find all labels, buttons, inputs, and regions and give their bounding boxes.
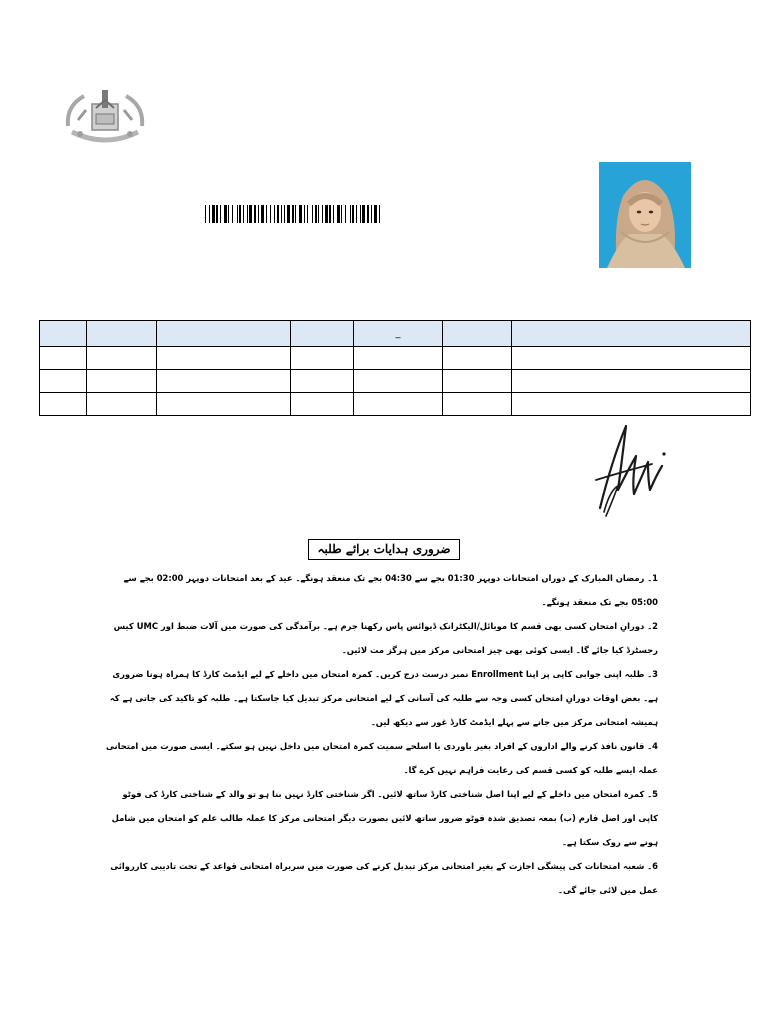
table-cell bbox=[291, 393, 354, 416]
table-header-cell bbox=[291, 321, 354, 347]
table-row bbox=[40, 370, 751, 393]
table-header-row bbox=[40, 321, 751, 347]
table-cell bbox=[157, 393, 291, 416]
table-cell bbox=[87, 370, 157, 393]
table-cell bbox=[40, 347, 87, 370]
table-cell bbox=[40, 393, 87, 416]
table-header-cell bbox=[512, 321, 751, 347]
table-cell bbox=[40, 370, 87, 393]
barcode bbox=[205, 205, 385, 223]
table-cell bbox=[443, 370, 512, 393]
table-cell bbox=[354, 393, 443, 416]
table-cell bbox=[291, 347, 354, 370]
table-header-cell bbox=[443, 321, 512, 347]
table-header-cell: _ bbox=[354, 321, 443, 347]
instructions-heading-wrap bbox=[0, 538, 768, 560]
table-header-cell bbox=[40, 321, 87, 347]
table-cell bbox=[354, 370, 443, 393]
table-cell bbox=[87, 393, 157, 416]
instructions-heading: ضروری ہدایات برائے طلبہ bbox=[308, 539, 459, 560]
table-cell bbox=[354, 347, 443, 370]
instruction-item: 3۔ طلبہ اپنی جوابی کاپی پر اپنا Enrollment نمبر درست درج کریں۔ کمرہ امتحان میں داخلے کے لیے ایڈمٹ کارڈ کا ہمراہ ہونا ضروری ہے۔ بعض اوقات دورانِ امتحان کسی وجہ سے طلبہ کی آسانی کے لیے امتحانی مرکز تبدیل کیا جاسکتا ہے۔ طلبہ کو تاکید کی جاتی ہے کہ ہمیشہ امتحانی مرکز میں جانے سے پہلے ایڈمٹ کارڈ غور سے دیکھ لیں۔ bbox=[109, 669, 658, 727]
instruction-item: 2۔ دورانِ امتحان کسی بھی قسم کا موبائل/الیکٹرانک ڈیوائس پاس رکھنا جرم ہے۔ برآمدگی کی صورت میں آلات ضبط اور UMC کیس رجسٹرڈ کیا جائے گا۔ ایسی کوئی بھی چیز امتحانی مرکز میں ہرگز مت لائیں۔ bbox=[113, 621, 658, 655]
table-cell bbox=[512, 370, 751, 393]
student-photo bbox=[599, 162, 691, 268]
table-row bbox=[40, 393, 751, 416]
table-cell bbox=[87, 347, 157, 370]
table-cell bbox=[512, 393, 751, 416]
instructions-list bbox=[100, 566, 658, 902]
table-cell bbox=[443, 393, 512, 416]
table-cell bbox=[157, 347, 291, 370]
signature bbox=[592, 420, 672, 520]
table-header-cell bbox=[87, 321, 157, 347]
instruction-item: 1۔ رمضان المبارک کے دوران امتحانات دوپہر 01:30 بجے سے 04:30 بجے تک منعقد ہونگے۔ عید کے بعد امتحانات دوپہر 02:00 بجے سے 05:00 بجے تک منعقد ہونگے۔ bbox=[123, 573, 658, 607]
table-row bbox=[40, 347, 751, 370]
table-cell bbox=[443, 347, 512, 370]
table-cell bbox=[157, 370, 291, 393]
table-cell bbox=[291, 370, 354, 393]
exam-schedule-table bbox=[39, 320, 751, 416]
table-cell bbox=[512, 347, 751, 370]
instruction-item: 5۔ کمرہ امتحان میں داخلے کے لیے اپنا اصل شناختی کارڈ ساتھ لائیں۔ اگر شناختی کارڈ نہیں بنا ہو تو والد کے شناختی کارڈ کی فوٹو کاپی اور اصل فارم (ب) بمعہ تصدیق شدہ فوٹو ضرور ساتھ لائیں بصورت دیگر امتحانی مرکز کا عملہ طالب علم کو امتحان میں شامل ہونے سے روک سکتا ہے۔ bbox=[111, 789, 658, 847]
instruction-item: 4۔ قانون نافذ کرنے والے اداروں کے افراد بغیر باوردی یا اسلحے سمیت کمرہ امتحان میں داخل نہیں ہو سکتے۔ ایسی صورت میں امتحانی عملہ ایسے طلبہ کو کسی قسم کی رعایت فراہم نہیں کرے گا۔ bbox=[106, 741, 658, 775]
table-header-cell bbox=[157, 321, 291, 347]
instruction-item: 6۔ شعبہ امتحانات کی پیشگی اجازت کے بغیر امتحانی مرکز تبدیل کرنے کی صورت میں سربراہ امتحانی قواعد کے تحت تادیبی کارروائی عمل میں لائی جائے گی۔ bbox=[110, 861, 658, 895]
university-logo bbox=[62, 86, 148, 150]
